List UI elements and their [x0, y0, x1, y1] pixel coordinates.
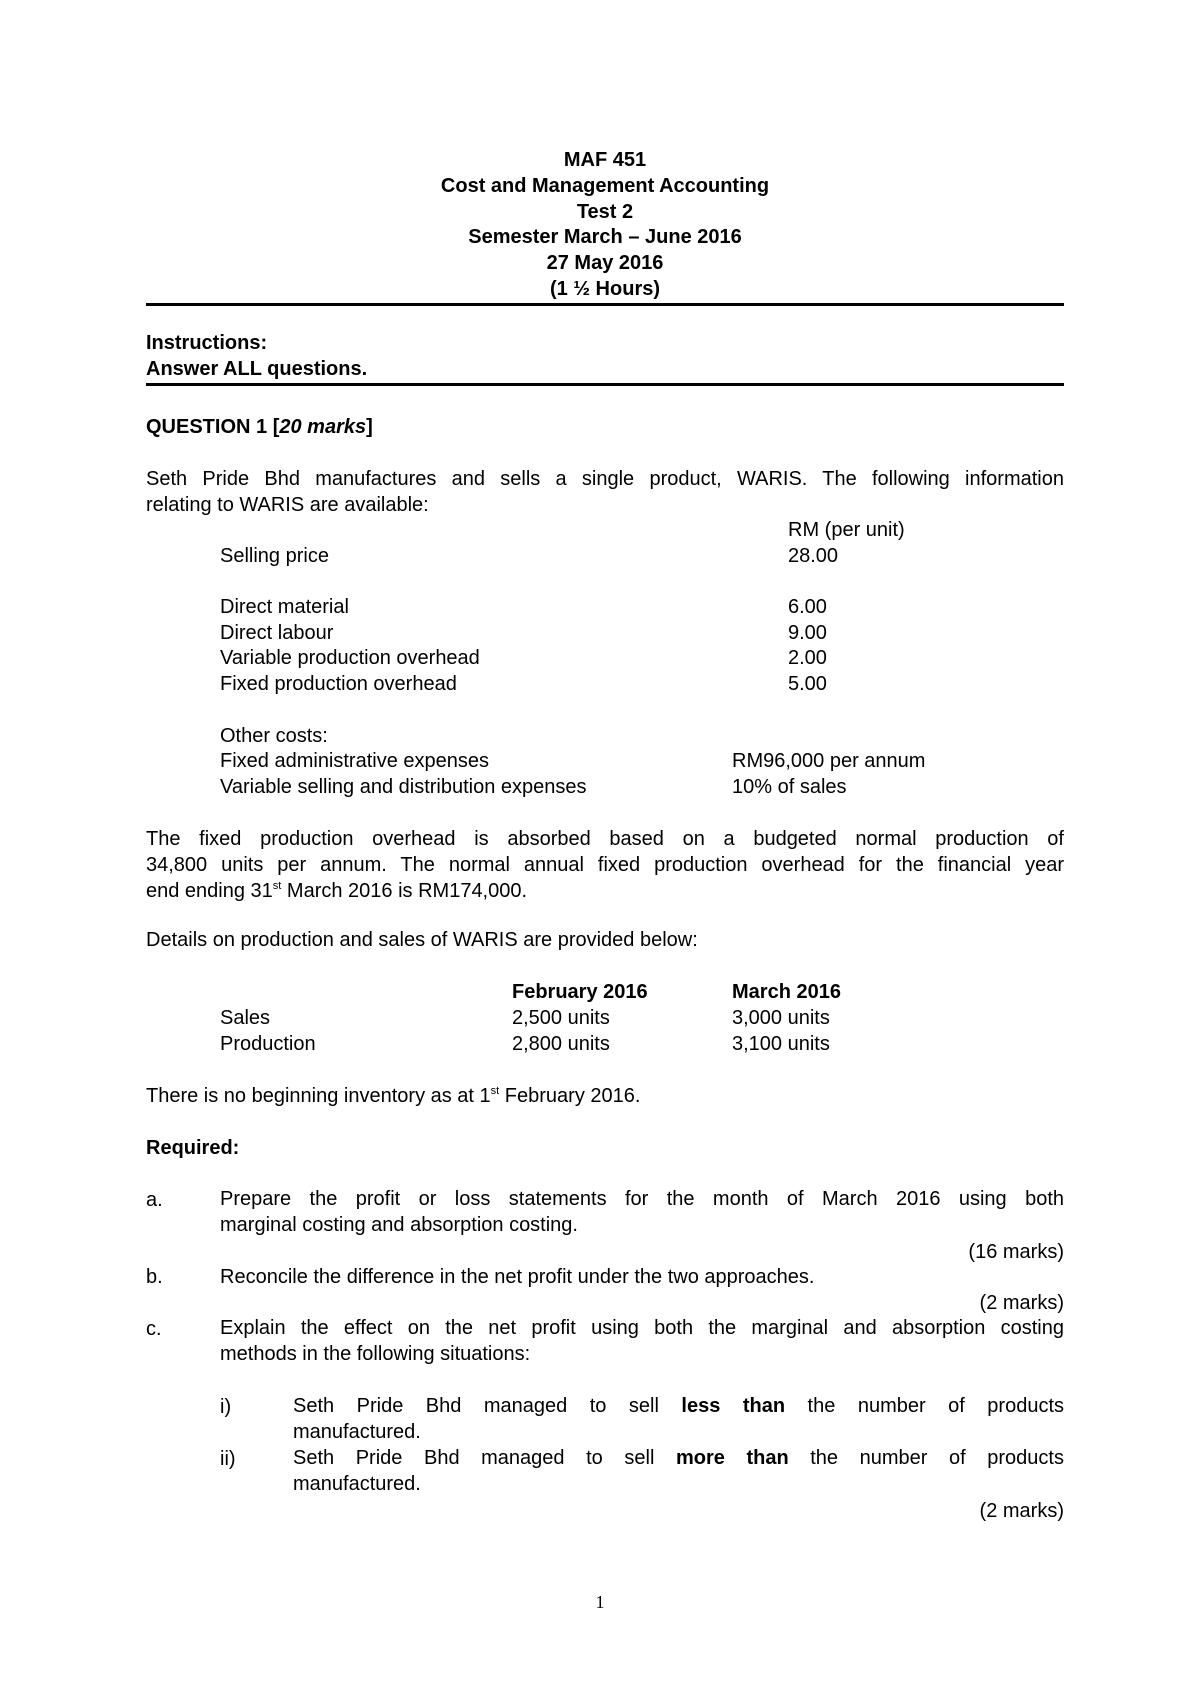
cost-label: Fixed production overhead [220, 673, 457, 695]
table-header-feb: February 2016 [512, 981, 648, 1003]
sub-item-emphasis: more than [675, 1447, 789, 1469]
inventory-note-text: There is no beginning inventory as at 1 [146, 1085, 491, 1107]
instructions-label: Instructions: [146, 332, 268, 354]
intro-paragraph [146, 466, 1064, 518]
intro-line: relating to WARIS are available: [146, 494, 429, 516]
inventory-note [146, 1086, 640, 1106]
part-a-line: Prepare the profit or loss statements for the month of March 2016 using both [220, 1188, 1064, 1210]
cost-label: Selling price [220, 545, 329, 567]
course-title: Cost and Management Accounting [440, 175, 770, 197]
overhead-line [146, 878, 1064, 904]
exam-date: 27 May 2016 [546, 252, 664, 274]
intro-line: Seth Pride Bhd manufactures and sells a single product, WARIS. The following information [146, 468, 1064, 490]
sub-item-number: i) [220, 1396, 232, 1418]
cost-label: Direct material [220, 596, 349, 618]
cost-label: Variable production overhead [220, 647, 480, 669]
part-letter: a. [146, 1189, 163, 1211]
table-row-label: Production [220, 1033, 316, 1055]
part-c-line: Explain the effect on the net profit using both the marginal and absorption costing [220, 1317, 1064, 1339]
part-c-marks: (2 marks) [979, 1500, 1064, 1522]
overhead-line-text: end ending 31 [146, 880, 273, 902]
overhead-line-text: March 2016 is RM174,000. [281, 880, 528, 902]
other-cost-label: Variable selling and distribution expenses [220, 776, 587, 798]
part-letter: b. [146, 1266, 163, 1288]
question-title-marks: 20 marks [279, 416, 367, 438]
table-cell: 3,100 units [732, 1033, 830, 1055]
course-code: MAF 451 [563, 149, 647, 171]
table-cell: 2,800 units [512, 1033, 610, 1055]
table-cell: 3,000 units [732, 1007, 830, 1029]
instructions-rule [146, 383, 1064, 386]
cost-value: 5.00 [788, 673, 827, 695]
part-b-marks: (2 marks) [979, 1292, 1064, 1314]
sub-item-line: manufactured. [293, 1421, 421, 1443]
overhead-line: 34,800 units per annum. The normal annual fixed production overhead for the financial year [146, 854, 1064, 876]
overhead-line: The fixed production overhead is absorbed based on a budgeted normal production of [146, 828, 1064, 850]
part-a-text [220, 1186, 1064, 1238]
sub-item-text [293, 1393, 1064, 1445]
sub-item-emphasis: less than [681, 1395, 786, 1417]
other-cost-value: 10% of sales [732, 776, 847, 798]
part-a-marks: (16 marks) [968, 1241, 1064, 1263]
overhead-paragraph [146, 826, 1064, 904]
question-title [146, 417, 373, 437]
table-header-mar: March 2016 [732, 981, 841, 1003]
ordinal-suffix: st [490, 1085, 500, 1097]
sub-item-number: ii) [220, 1448, 236, 1470]
cost-value: 6.00 [788, 596, 827, 618]
other-cost-value: RM96,000 per annum [732, 750, 926, 772]
part-c-text [220, 1315, 1064, 1367]
table-cell: 2,500 units [512, 1007, 610, 1029]
part-c-line: methods in the following situations: [220, 1343, 531, 1365]
question-title-suffix: ] [366, 416, 373, 438]
sub-item-text [293, 1445, 1064, 1497]
required-label: Required: [146, 1137, 240, 1159]
ordinal-suffix: st [272, 880, 282, 892]
details-intro: Details on production and sales of WARIS are provided below: [146, 929, 698, 951]
sub-item-segment: the number of products [785, 1395, 1065, 1417]
semester: Semester March – June 2016 [468, 226, 742, 248]
sub-item-line [293, 1445, 1064, 1471]
exam-duration: (1 ½ Hours) [549, 278, 661, 300]
cost-column-header: RM (per unit) [788, 519, 905, 541]
part-letter: c. [146, 1318, 162, 1340]
header-rule [146, 303, 1064, 306]
sub-item-segment: Seth Pride Bhd managed to sell [293, 1447, 676, 1469]
other-cost-label: Fixed administrative expenses [220, 750, 490, 772]
part-b-text: Reconcile the difference in the net profit under the two approaches. [220, 1266, 815, 1288]
sub-item-line: manufactured. [293, 1473, 421, 1495]
cost-value: 2.00 [788, 647, 827, 669]
cost-label: Direct labour [220, 622, 334, 644]
table-row-label: Sales [220, 1007, 271, 1029]
instructions-text: Answer ALL questions. [146, 358, 368, 380]
sub-item-line [293, 1393, 1064, 1419]
sub-item-segment: Seth Pride Bhd managed to sell [293, 1395, 682, 1417]
cost-value: 28.00 [788, 545, 839, 567]
cost-value: 9.00 [788, 622, 827, 644]
question-title-prefix: QUESTION 1 [ [146, 416, 280, 438]
test-title: Test 2 [576, 201, 634, 223]
sub-item-segment: the number of products [788, 1447, 1064, 1469]
page-number: 1 [595, 1592, 605, 1612]
inventory-note-text: February 2016. [499, 1085, 641, 1107]
part-a-line: marginal costing and absorption costing. [220, 1214, 578, 1236]
other-costs-label: Other costs: [220, 725, 328, 747]
